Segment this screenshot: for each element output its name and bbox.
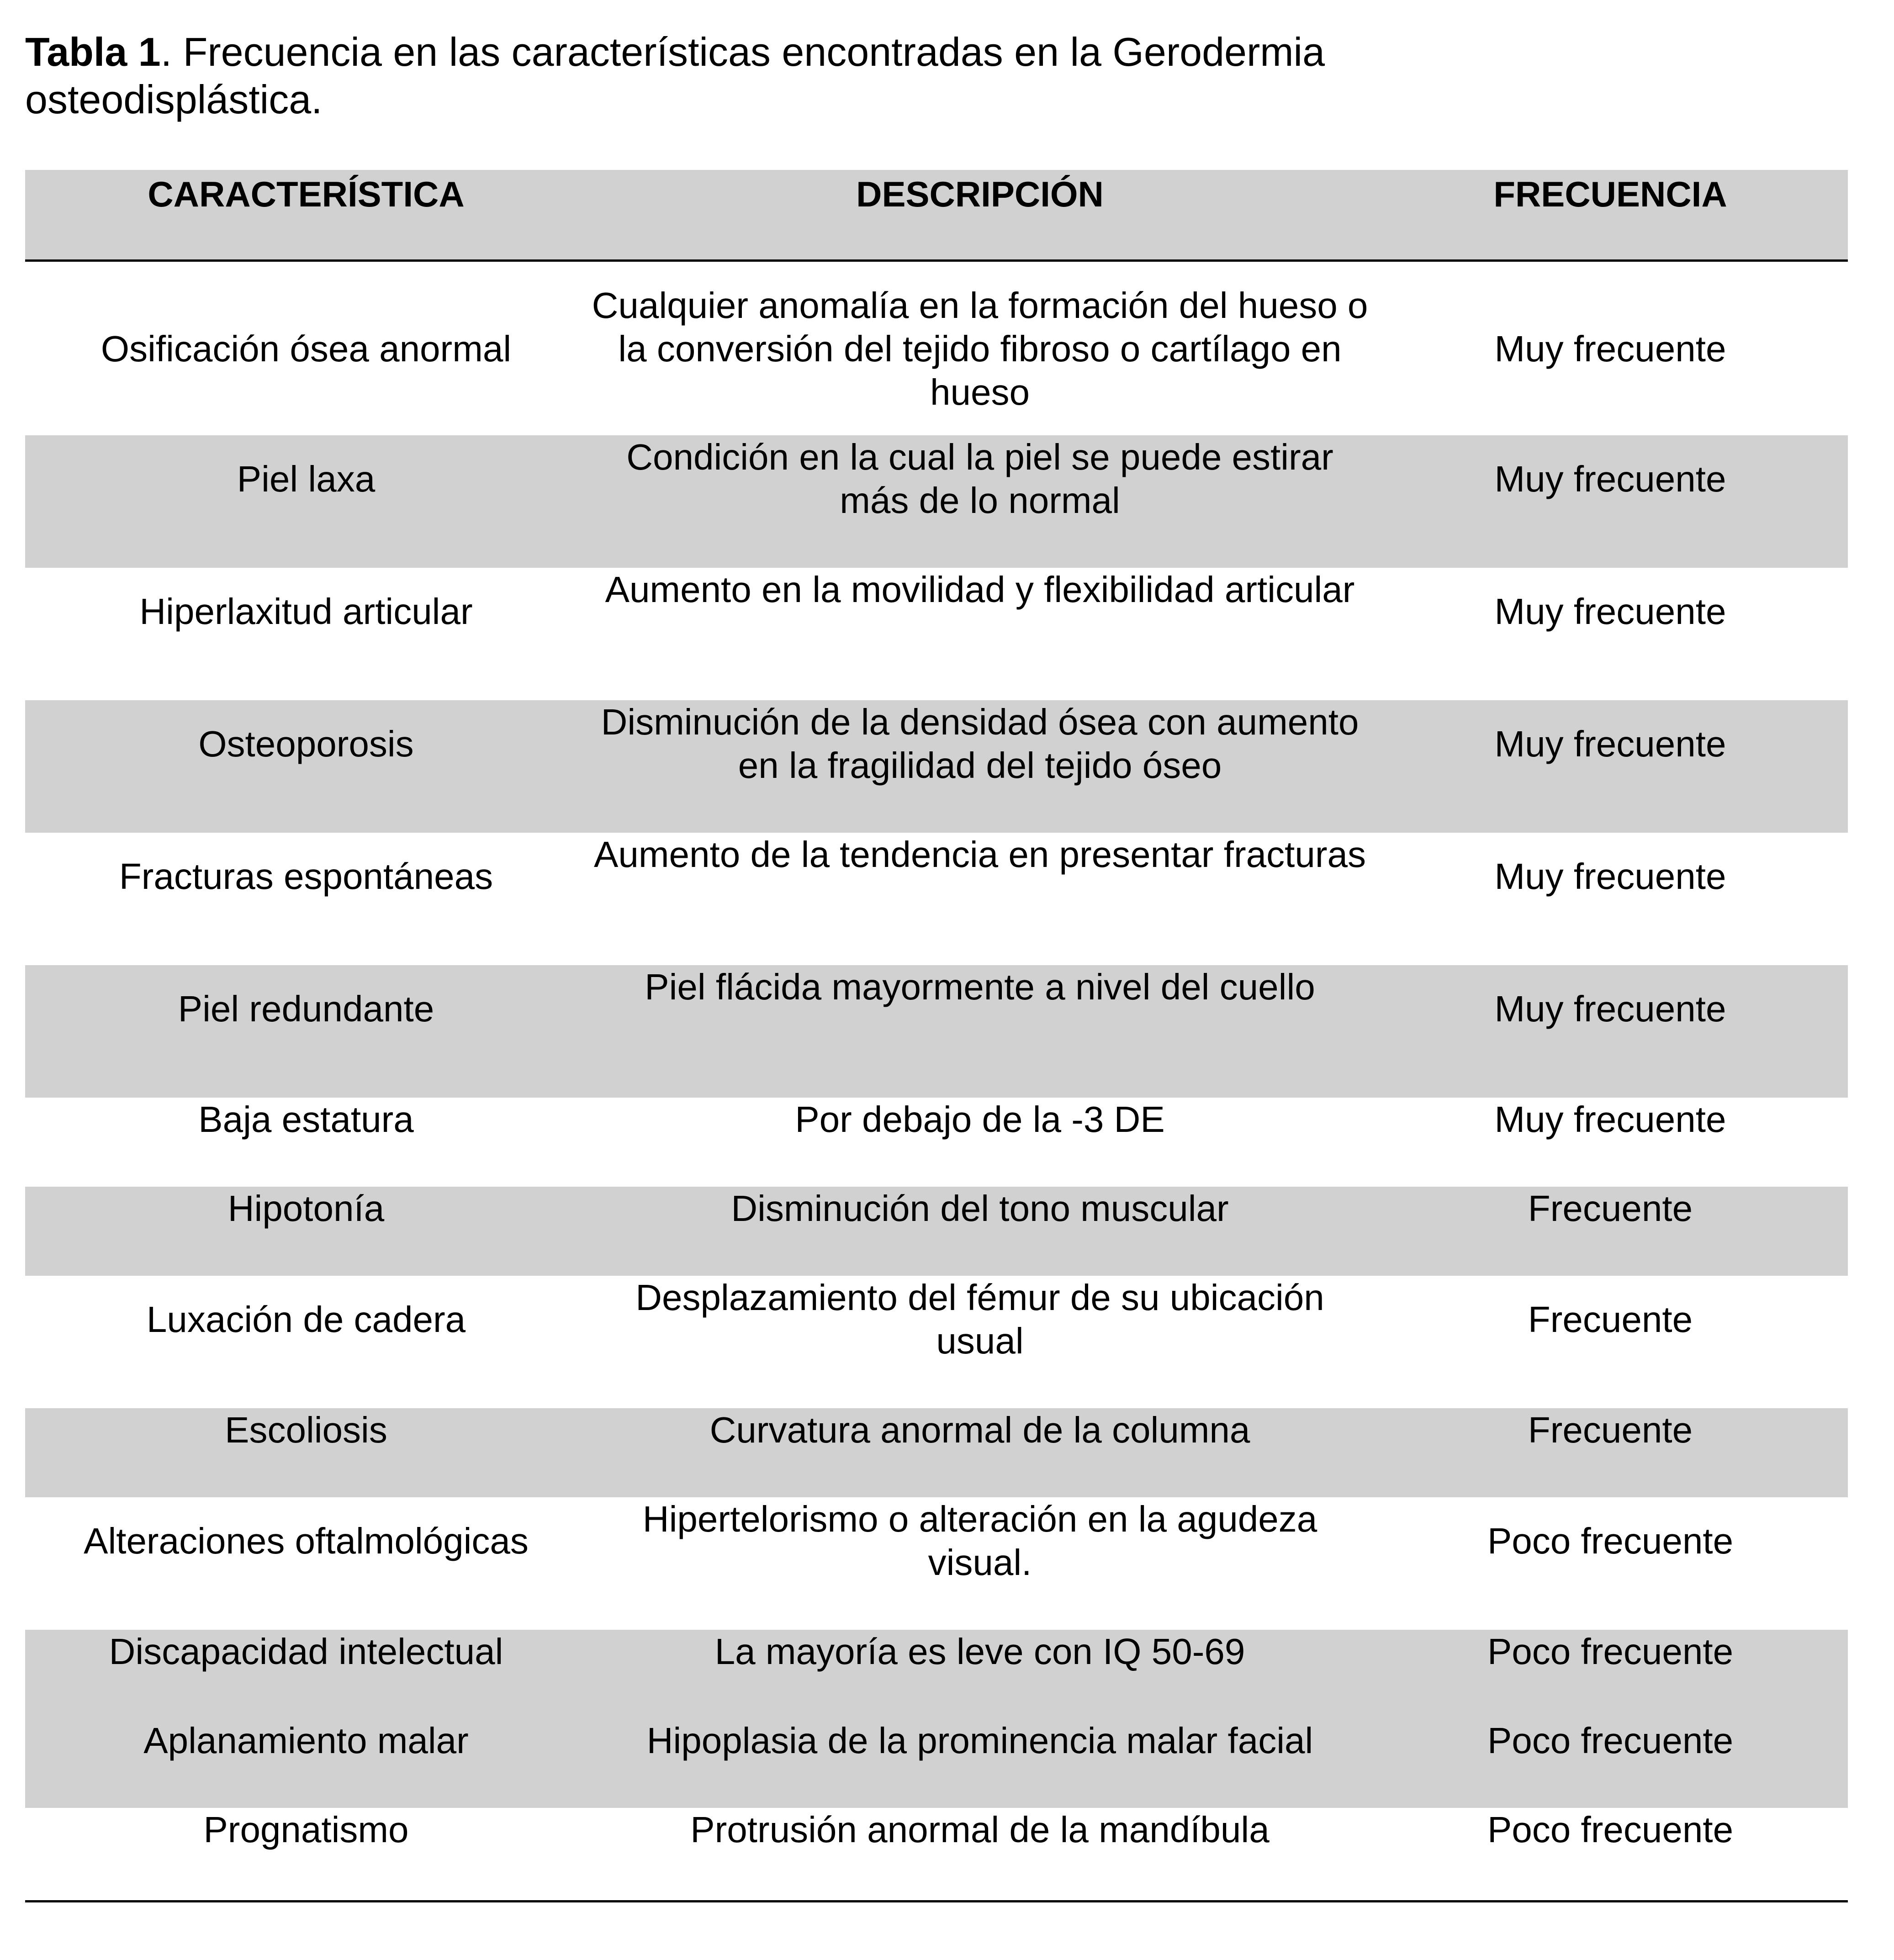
feature-cell: Fracturas espontáneas bbox=[119, 856, 493, 897]
table-header bbox=[25, 170, 1848, 262]
frequency-cell: Muy frecuente bbox=[1494, 591, 1726, 632]
feature-cell: Alteraciones oftalmológicas bbox=[84, 1521, 529, 1561]
feature-cell: Discapacidad intelectual bbox=[109, 1631, 503, 1672]
table-row bbox=[25, 1098, 1848, 1187]
description-cell: Condición en la cual la piel se puede estirar más de lo normal bbox=[626, 437, 1333, 521]
description-cell: Piel flácida mayormente a nivel del cuello bbox=[645, 967, 1315, 1007]
description-cell: Curvatura anormal de la columna bbox=[709, 1410, 1250, 1450]
frequency-cell: Frecuente bbox=[1528, 1188, 1693, 1229]
table-bottom-rule bbox=[25, 1900, 1848, 1902]
description-cell: Cualquier anomalía en la formación del hueso o la conversión del tejido fibroso o cartílago en hueso bbox=[592, 285, 1368, 412]
table-row bbox=[25, 1187, 1848, 1276]
description-cell: Aumento en la movilidad y flexibilidad articular bbox=[605, 569, 1355, 610]
header-frequency: FRECUENCIA bbox=[1493, 174, 1727, 214]
frequency-cell: Muy frecuente bbox=[1494, 1099, 1726, 1140]
feature-cell: Piel laxa bbox=[237, 459, 376, 499]
table-row bbox=[25, 1497, 1848, 1630]
table-row bbox=[25, 1276, 1848, 1408]
table-row bbox=[25, 1808, 1848, 1897]
feature-cell: Escoliosis bbox=[225, 1410, 387, 1450]
frequency-cell: Frecuente bbox=[1528, 1410, 1693, 1450]
frequency-cell: Muy frecuente bbox=[1494, 856, 1726, 897]
description-cell: Hipertelorismo o alteración en la agudeza visual. bbox=[642, 1499, 1317, 1583]
table-row bbox=[25, 965, 1848, 1098]
frequency-cell: Poco frecuente bbox=[1487, 1521, 1734, 1561]
frequency-cell: Poco frecuente bbox=[1487, 1631, 1734, 1672]
feature-cell: Baja estatura bbox=[198, 1099, 414, 1140]
table-row bbox=[25, 1719, 1848, 1808]
header-description: DESCRIPCIÓN bbox=[856, 174, 1104, 214]
header-feature: CARACTERÍSTICA bbox=[148, 174, 465, 214]
description-cell: Protrusión anormal de la mandíbula bbox=[690, 1809, 1270, 1850]
frequency-cell: Muy frecuente bbox=[1494, 988, 1726, 1029]
description-cell: Desplazamiento del fémur de su ubicación usual bbox=[635, 1277, 1324, 1361]
feature-cell: Hiperlaxitud articular bbox=[139, 591, 473, 632]
table-caption-label: Tabla 1 bbox=[25, 29, 161, 74]
frequency-cell: Muy frecuente bbox=[1494, 459, 1726, 499]
table-caption bbox=[25, 28, 1578, 123]
feature-cell: Piel redundante bbox=[178, 988, 434, 1029]
feature-cell: Aplanamiento malar bbox=[143, 1720, 469, 1761]
feature-cell: Osificación ósea anormal bbox=[101, 328, 512, 369]
frequency-cell: Poco frecuente bbox=[1487, 1809, 1734, 1850]
description-cell: Disminución de la densidad ósea con aumento en la fragilidad del tejido óseo bbox=[601, 702, 1359, 786]
frequency-cell: Muy frecuente bbox=[1494, 724, 1726, 764]
frequency-cell: Muy frecuente bbox=[1494, 328, 1726, 369]
table-row bbox=[25, 1408, 1848, 1497]
description-cell: La mayoría es leve con IQ 50-69 bbox=[714, 1631, 1245, 1672]
feature-cell: Luxación de cadera bbox=[146, 1299, 466, 1340]
table-row bbox=[25, 568, 1848, 700]
feature-cell: Hipotonía bbox=[227, 1188, 385, 1229]
frequency-cell: Frecuente bbox=[1528, 1299, 1693, 1340]
description-cell: Aumento de la tendencia en presentar fracturas bbox=[594, 834, 1366, 875]
frequency-cell: Poco frecuente bbox=[1487, 1720, 1734, 1761]
description-cell: Hipoplasia de la prominencia malar facial bbox=[646, 1720, 1313, 1761]
table-caption-text: . Frecuencia en las características encontradas en la Gerodermia osteodisplástica. bbox=[25, 29, 1325, 122]
feature-cell: Osteoporosis bbox=[198, 724, 414, 764]
description-cell: Disminución del tono muscular bbox=[731, 1188, 1229, 1229]
table-row bbox=[25, 435, 1848, 568]
description-cell: Por debajo de la -3 DE bbox=[795, 1099, 1165, 1140]
frequency-table bbox=[25, 170, 1848, 1897]
table-row bbox=[25, 1630, 1848, 1719]
table-row bbox=[25, 833, 1848, 965]
feature-cell: Prognatismo bbox=[203, 1809, 409, 1850]
table-row bbox=[25, 700, 1848, 833]
table-row bbox=[25, 262, 1848, 435]
